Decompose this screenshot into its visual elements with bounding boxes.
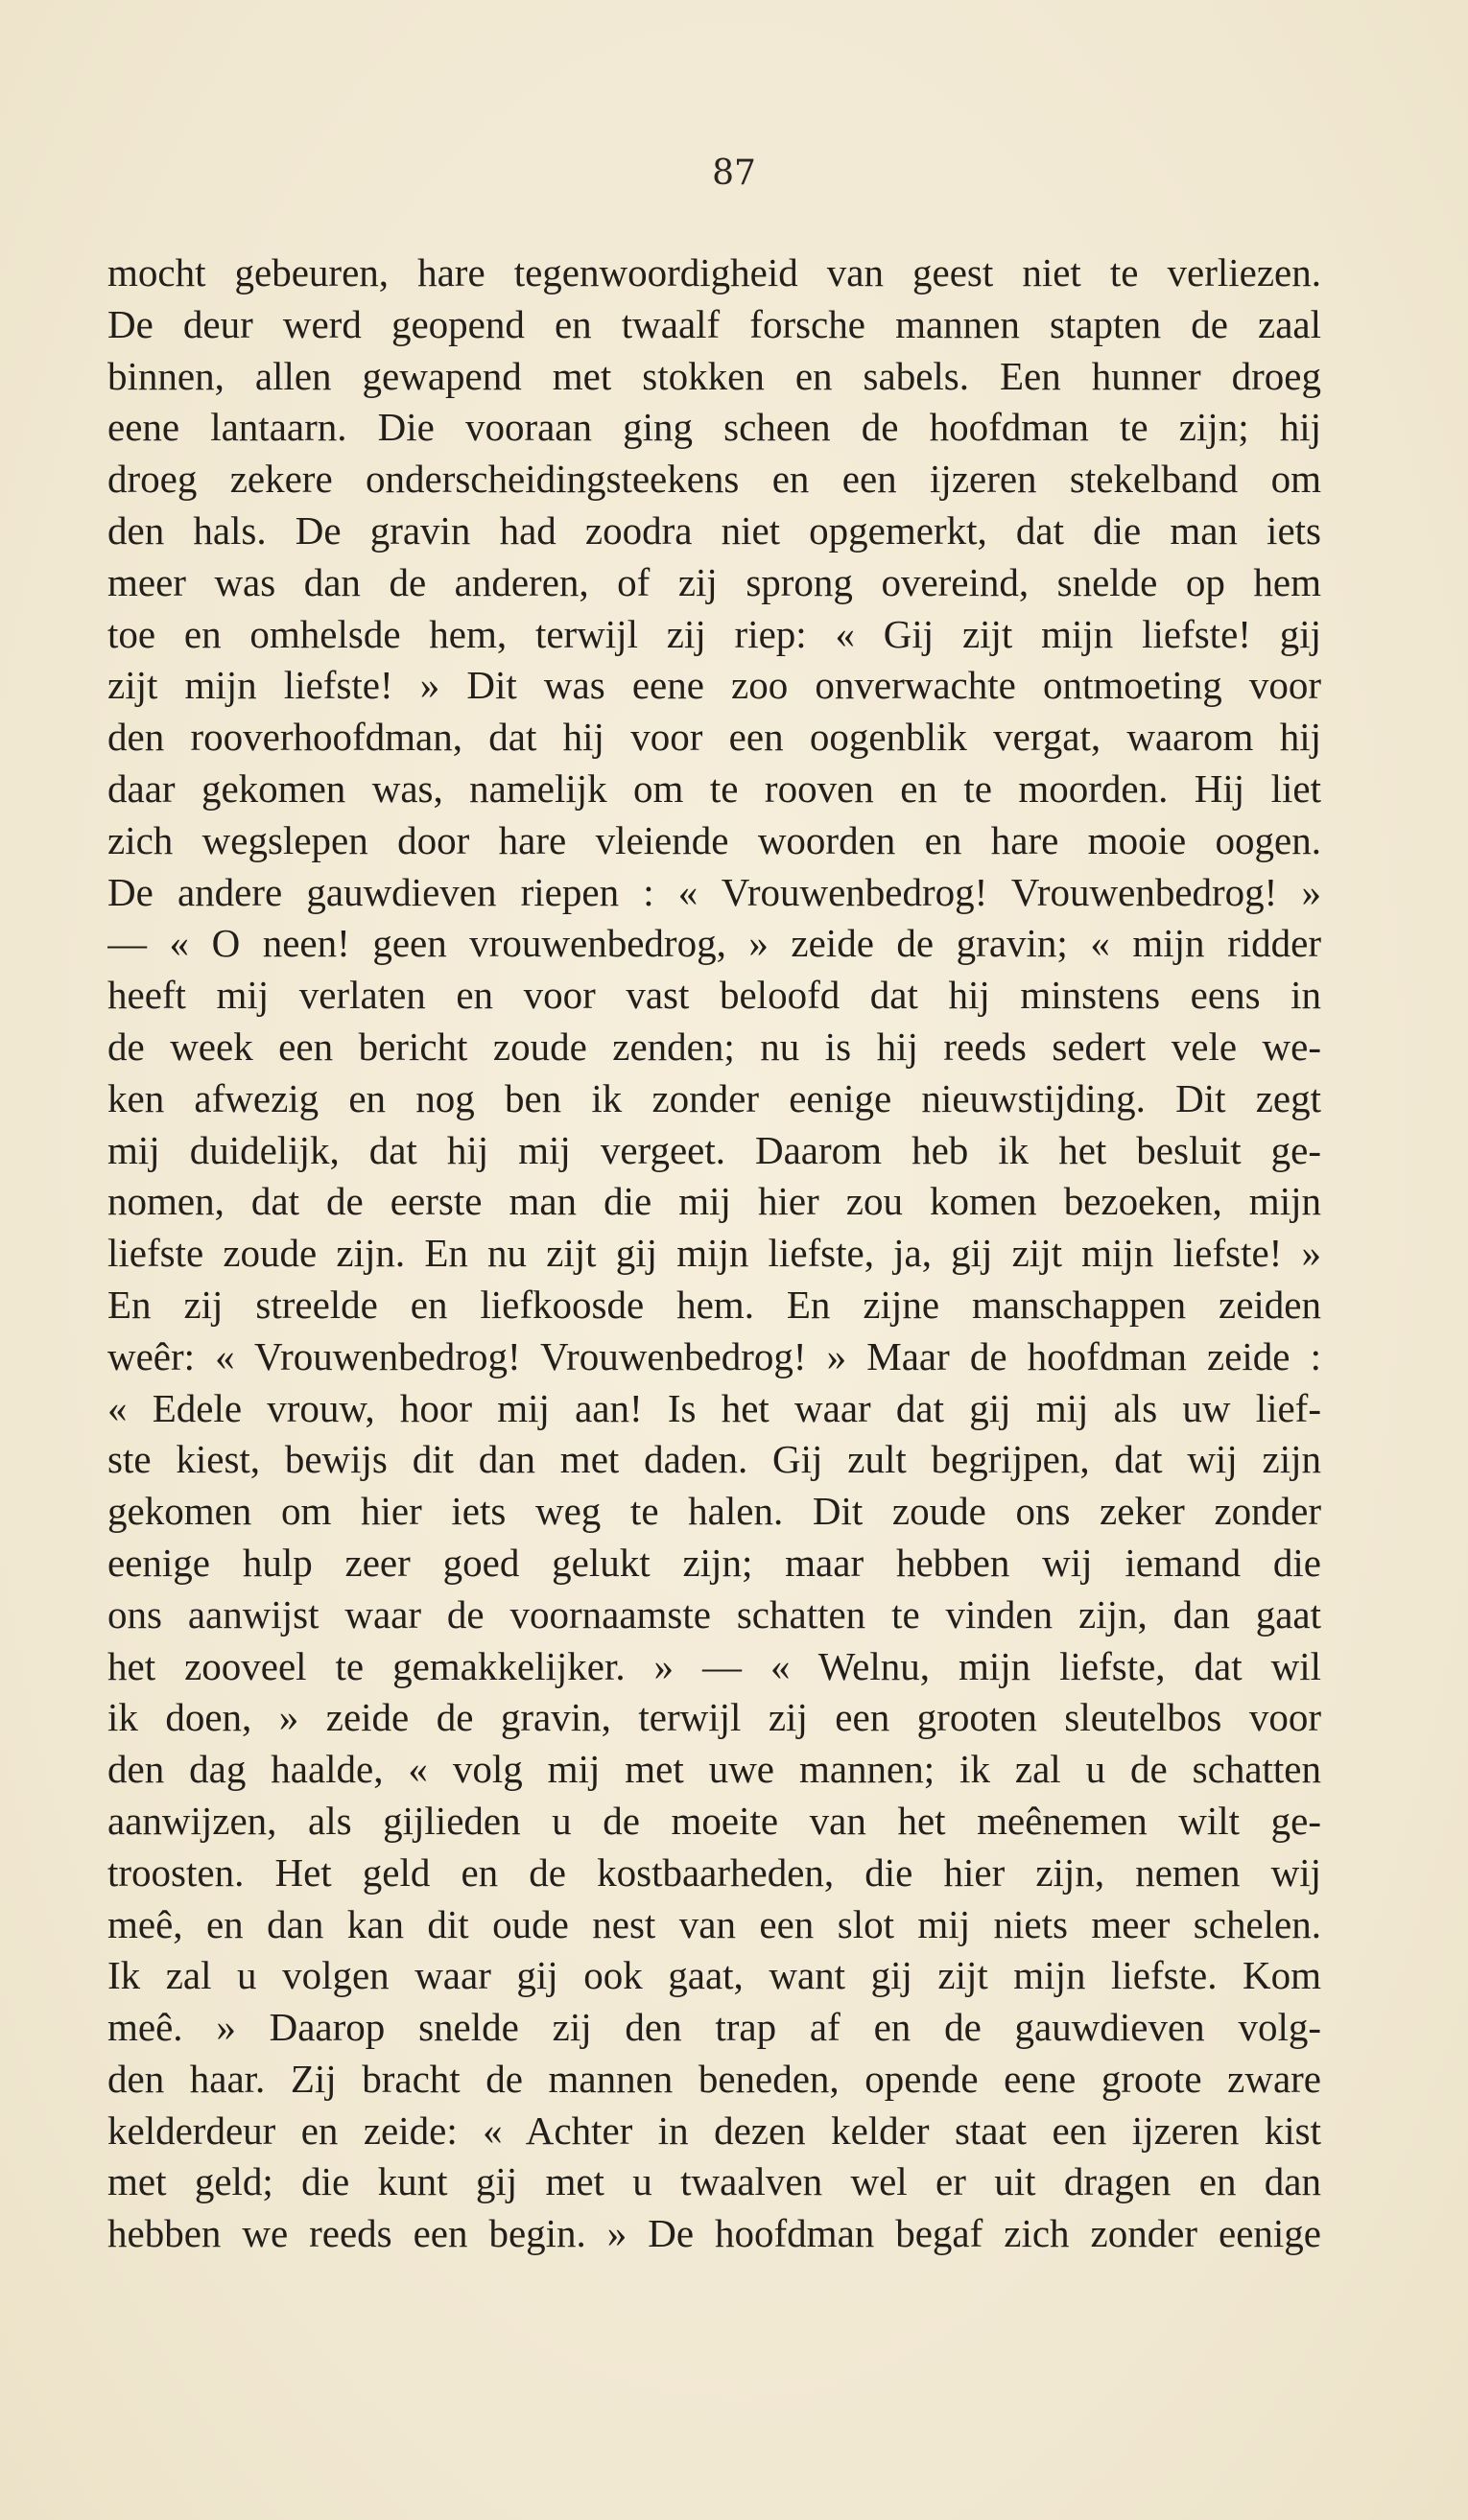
text-line: De andere gauwdieven riepen : « Vrouwenbedrog! Vrouwenbedrog! » (107, 869, 1321, 914)
text-line: heeft mij verlaten en voor vast beloofd dat hij minstens eens in (107, 973, 1321, 1018)
text-line: mocht gebeuren, hare tegenwoordigheid van geest niet te verliezen. (107, 250, 1321, 294)
text-line: eene lantaarn. Die vooraan ging scheen de hoofdman te zijn; hij (107, 405, 1321, 450)
text-line: den haar. Zij bracht de mannen beneden, opende eene groote zware (107, 2056, 1321, 2101)
text-line: daar gekomen was, namelijk om te rooven en te moorden. Hij liet (107, 765, 1321, 811)
text-line: aanwijzen, als gijlieden u de moeite van het meênemen wilt ge- (107, 1798, 1321, 1843)
text-line: hebben we reeds een begin. » De hoofdman begaf zich zonder eenige (107, 2211, 1321, 2256)
text-line: En zij streelde en liefkoosde hem. En zijne manschappen zeiden (107, 1282, 1321, 1327)
text-line: den rooverhoofdman, dat hij voor een oogenblik vergat, waarom hij (107, 715, 1321, 760)
text-line: kelderdeur en zeide: « Achter in dezen kelder staat een ijzeren kist (107, 2108, 1321, 2153)
text-line: zich wegslepen door hare vleiende woorden en hare mooie oogen. (107, 817, 1321, 862)
text-line: mij duidelijk, dat hij mij vergeet. Daarom heb ik het besluit ge- (107, 1127, 1321, 1172)
text-line: gekomen om hier iets weg te halen. Dit zoude ons zeker zonder (107, 1489, 1321, 1534)
text-line: meê, en dan kan dit oude nest van een slot mij niets meer schelen. (107, 1901, 1321, 1946)
text-line: binnen, allen gewapend met stokken en sabels. Een hunner droeg (107, 353, 1321, 398)
text-line: den hals. De gravin had zoodra niet opgemerkt, dat die man iets (107, 507, 1321, 553)
text-line: meer was dan de anderen, of zij sprong overeind, snelde op hem (107, 559, 1321, 604)
text-line: het zooveel te gemakkelijker. » — « Welnu, mijn liefste, dat wil (107, 1643, 1321, 1688)
body-text (107, 247, 1321, 2260)
text-line: liefste zoude zijn. En nu zijt gij mijn liefste, ja, gij zijt mijn liefste! » (107, 1231, 1321, 1276)
text-line: met geld; die kunt gij met u twaalven wel er uit dragen en dan (107, 2159, 1321, 2204)
text-line: — « O neen! geen vrouwenbedrog, » zeide de gravin; « mijn ridder (107, 921, 1321, 966)
text-line: droeg zekere onderscheidingsteekens en een ijzeren stekelband om (107, 457, 1321, 502)
text-line: ons aanwijst waar de voornaamste schatten te vinden zijn, dan gaat (107, 1591, 1321, 1637)
text-line: ken afwezig en nog ben ik zonder eenige nieuwstijding. Dit zegt (107, 1075, 1321, 1120)
text-line: nomen, dat de eerste man die mij hier zou komen bezoeken, mijn (107, 1179, 1321, 1224)
text-line: de week een bericht zoude zenden; nu is hij reeds sedert vele we- (107, 1024, 1321, 1069)
page-number: 87 (712, 153, 756, 193)
text-line: ste kiest, bewijs dit dan met daden. Gij zult begrijpen, dat wij zijn (107, 1437, 1321, 1482)
text-line: « Edele vrouw, hoor mij aan! Is het waar dat gij mij als uw lief- (107, 1385, 1321, 1430)
text-line: Ik zal u volgen waar gij ook gaat, want gij zijt mijn liefste. Kom (107, 1953, 1321, 1998)
text-line: zijt mijn liefste! » Dit was eene zoo onverwachte ontmoeting voor (107, 663, 1321, 708)
text-line: toe en omhelsde hem, terwijl zij riep: « Gij zijt mijn liefste! gij (107, 611, 1321, 656)
text-line: eenige hulp zeer goed gelukt zijn; maar hebben wij iemand die (107, 1540, 1321, 1585)
text-line: den dag haalde, « volg mij met uwe mannen; ik zal u de schatten (107, 1747, 1321, 1792)
text-line: troosten. Het geld en de kostbaarheden, die hier zijn, nemen wij (107, 1849, 1321, 1895)
text-line: De deur werd geopend en twaalf forsche mannen stapten de zaal (107, 301, 1321, 346)
text-line: ik doen, » zeide de gravin, terwijl zij een grooten sleutelbos voor (107, 1695, 1321, 1740)
text-line: meê. » Daarop snelde zij den trap af en de gauwdieven volg- (107, 2005, 1321, 2050)
text-line: weêr: « Vrouwenbedrog! Vrouwenbedrog! » Maar de hoofdman zeide : (107, 1333, 1321, 1378)
